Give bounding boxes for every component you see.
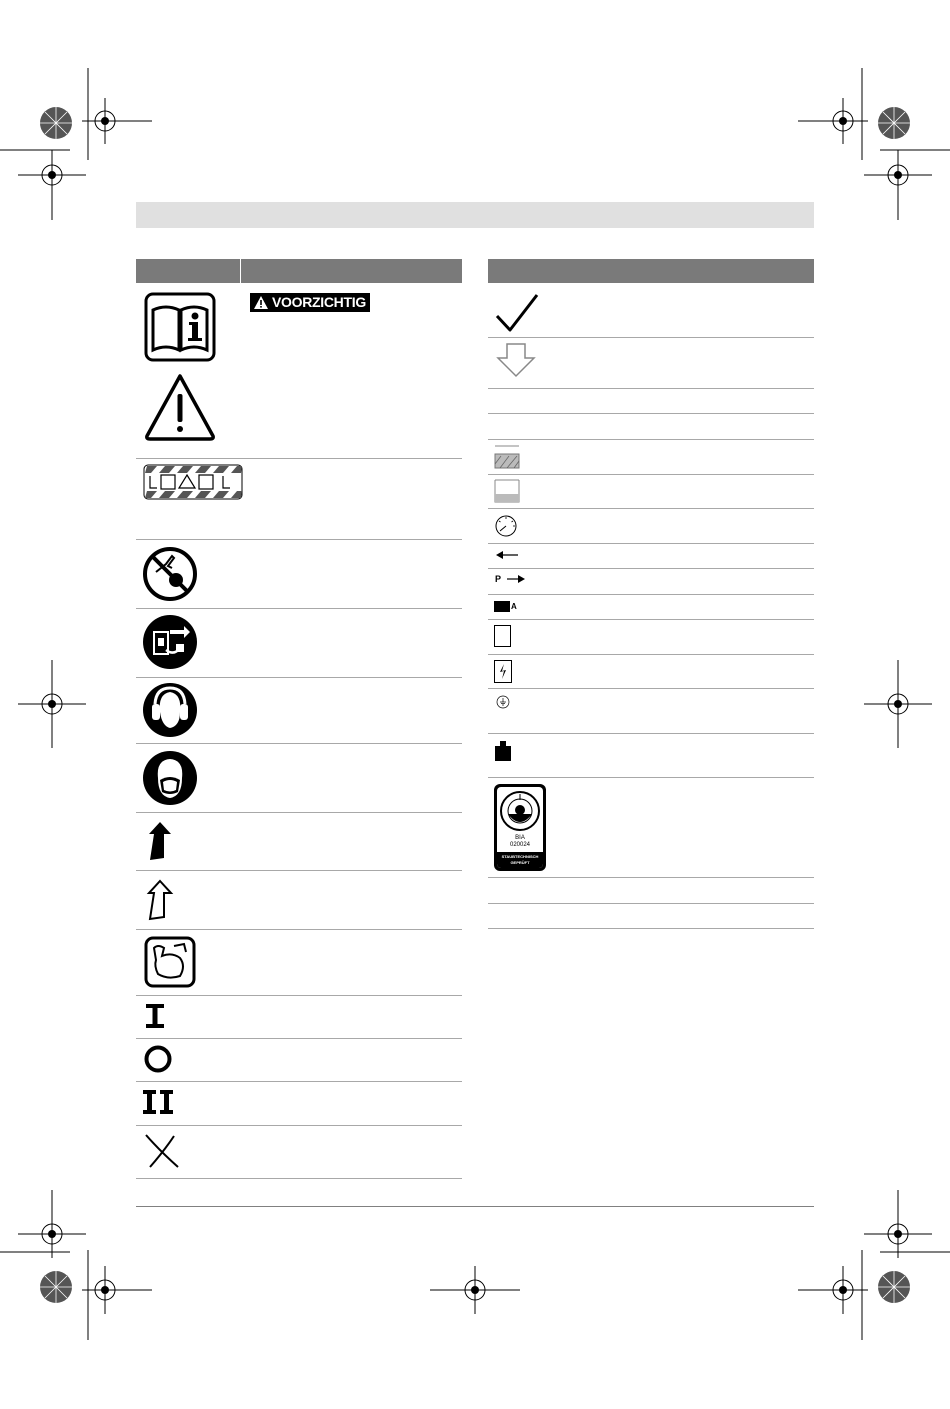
arrow-left-icon [494, 549, 520, 561]
warning-label-strip-icon [143, 464, 243, 500]
table-row [136, 995, 462, 1039]
table-row [488, 413, 814, 440]
speed-dial-icon [494, 514, 518, 538]
battery-a-icon [494, 601, 510, 612]
table-row [488, 594, 814, 620]
switch-o-icon [144, 1045, 172, 1073]
bia-seal-icon [494, 784, 546, 871]
p-arrow-icon [506, 574, 526, 584]
dust-mask-icon [142, 750, 198, 806]
table-row [488, 903, 814, 929]
bia-seal-line-2: 020024 [509, 842, 531, 848]
unplug-icon [142, 614, 198, 670]
table-row [488, 619, 814, 655]
left-table-header-col1 [136, 259, 240, 283]
battery-a-label: A [511, 602, 517, 611]
read-manual-icon [144, 292, 216, 362]
table-row [488, 877, 814, 904]
table-row [488, 568, 814, 595]
checkmark-icon [494, 292, 540, 334]
caution-label: VOORZICHTIG [272, 294, 366, 310]
table-row [488, 474, 814, 509]
cross-icon [144, 1133, 180, 1169]
page-header-band [136, 202, 814, 228]
table-row [136, 1038, 462, 1082]
table-row [488, 543, 814, 569]
table-row [136, 812, 462, 871]
table-row [488, 439, 814, 475]
arrow-up-filled-icon [146, 820, 174, 862]
table-row [136, 1081, 462, 1126]
lightning-box-icon [494, 660, 512, 683]
surface-flat-icon [494, 478, 520, 504]
empty-box-icon [494, 625, 511, 647]
bia-seal-line-3: STAUBTECHNISCH [501, 854, 539, 859]
table-row [488, 688, 814, 734]
no-touch-blade-icon [142, 546, 198, 602]
table-row [488, 337, 814, 389]
weight-icon [494, 740, 512, 762]
ground-icon [496, 695, 510, 709]
arrow-up-outline-icon [146, 879, 174, 921]
caution-badge [250, 293, 370, 312]
table-row [488, 733, 814, 778]
switch-i-icon [144, 1003, 166, 1029]
surface-hatched-icon [494, 444, 520, 470]
p-arrow-label: P [495, 574, 502, 584]
arrow-down-icon [496, 342, 536, 378]
warning-triangle-icon [144, 372, 216, 442]
warning-triangle-small-icon [253, 295, 269, 310]
arm-strength-icon [144, 936, 196, 988]
bia-seal-line-4: GEPRÜFT [510, 860, 530, 865]
switch-ii-icon [142, 1089, 174, 1115]
table-row [136, 870, 462, 930]
left-table-header-col2 [241, 259, 462, 283]
table-row [488, 654, 814, 689]
bia-seal-line-1: BIA [515, 835, 525, 841]
footer-rule [136, 1206, 814, 1207]
ear-protection-icon [142, 682, 198, 738]
table-row [488, 508, 814, 544]
table-row [488, 388, 814, 414]
table-row [136, 1125, 462, 1179]
bia-seal-emblem [499, 790, 541, 832]
right-table-header [488, 259, 814, 283]
